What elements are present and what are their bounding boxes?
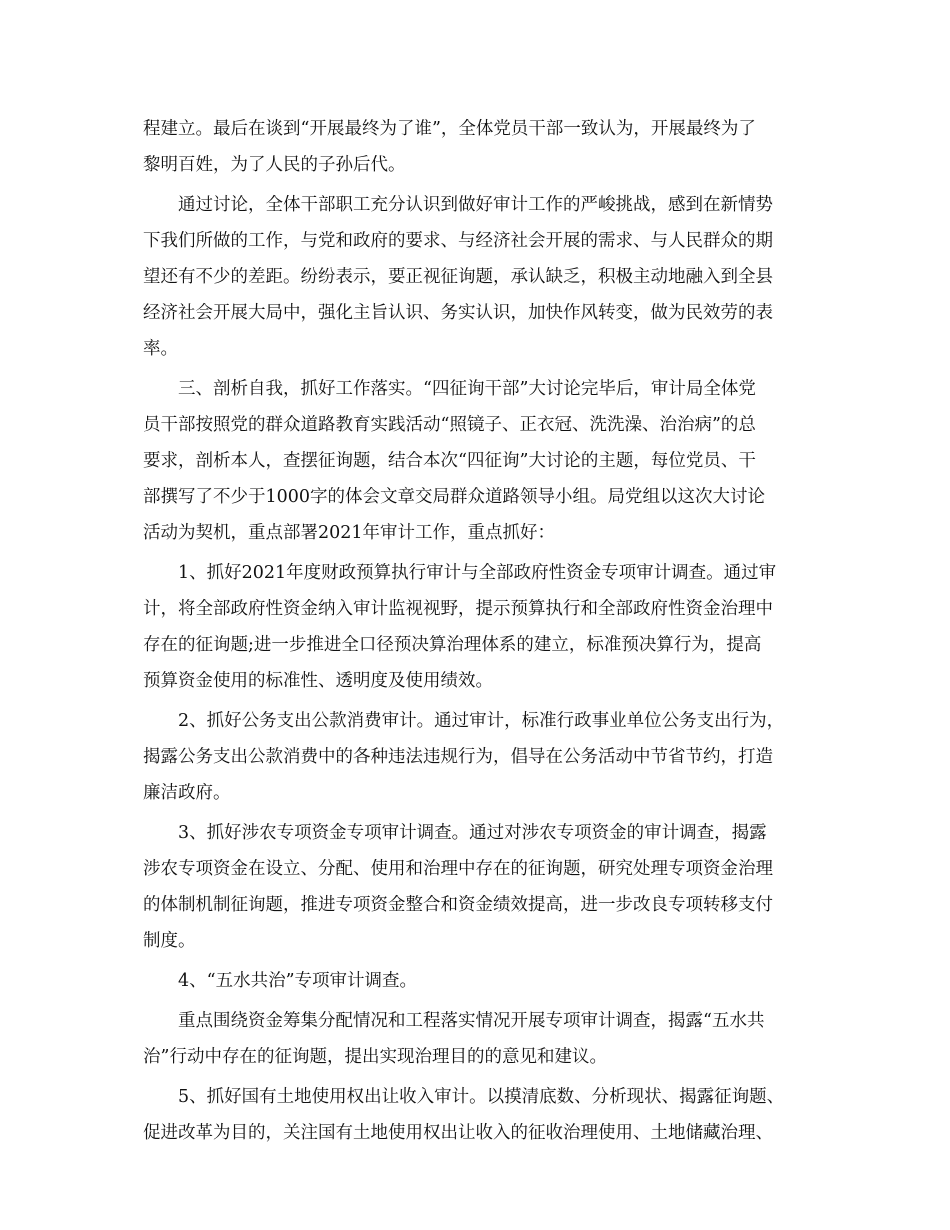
text-line: 活动为契机，重点部署2021年审计工作，重点抓好： [143, 523, 556, 543]
text-line: 存在的征询题;进一步推进全口径预决算治理体系的建立，标准预决算行为，提高 [143, 635, 762, 655]
text-line: 预算资金使用的标准性、透明度及使用绩效。 [143, 671, 493, 691]
text-line: 涉农专项资金在设立、分配、使用和治理中存在的征询题，研究处理专项资金治理 [143, 859, 773, 879]
document-body [143, 111, 811, 1155]
paragraph [143, 555, 811, 699]
paragraph [143, 111, 811, 183]
paragraph [143, 187, 811, 367]
text-line: 员干部按照党的群众道路教育实践活动“照镜子、正衣冠、洗洗澡、治治病”的总 [143, 415, 756, 435]
paragraph [143, 371, 811, 551]
text-line: 制度。 [143, 931, 196, 951]
text-line: 揭露公务支出公款消费中的各种违法违规行为，倡导在公务活动中节省节约，打造 [143, 747, 773, 767]
text-line: 1、抓好2021年度财政预算执行审计与全部政府性资金专项审计调查。通过审 [178, 563, 777, 583]
text-line: 4、“五水共治”专项审计调查。 [178, 971, 418, 991]
text-line: 率。 [143, 339, 178, 359]
paragraph [143, 963, 811, 999]
text-line: 5、抓好国有土地使用权出让收入审计。以摸清底数、分析现状、揭露征询题、 [178, 1087, 785, 1107]
text-line: 治”行动中存在的征询题，提出实现治理目的的意见和建议。 [143, 1047, 607, 1067]
text-line: 廉洁政府。 [143, 783, 231, 803]
text-line: 的体制机制征询题，推进专项资金整合和资金绩效提高，进一步改良专项转移支付 [143, 895, 773, 915]
text-line: 计，将全部政府性资金纳入审计监视视野，提示预算执行和全部政府性资金治理中 [143, 599, 773, 619]
text-line: 2、抓好公务支出公款消费审计。通过审计，标准行政事业单位公务支出行为， [178, 711, 785, 731]
paragraph [143, 815, 811, 959]
text-line: 下我们所做的工作，与党和政府的要求、与经济社会开展的需求、与人民群众的期 [143, 231, 773, 251]
text-line: 三、剖析自我，抓好工作落实。“四征询干部”大讨论完毕后，审计局全体党 [178, 379, 756, 399]
text-line: 经济社会开展大局中，强化主旨认识、务实认识，加快作风转变，做为民效劳的表 [143, 303, 773, 323]
text-line: 3、抓好涉农专项资金专项审计调查。通过对涉农专项资金的审计调查，揭露 [178, 823, 767, 843]
text-line: 促进改革为目的，关注国有土地使用权出让收入的征收治理使用、土地储藏治理、 [143, 1123, 773, 1143]
text-line: 望还有不少的差距。纷纷表示，要正视征询题，承认缺乏，积极主动地融入到全县 [143, 267, 773, 287]
text-line: 程建立。最后在谈到“开展最终为了谁”，全体党员干部一致认为，开展最终为了 [143, 119, 756, 139]
text-line: 要求，剖析本人，查摆征询题，结合本次“四征询”大讨论的主题，每位党员、干 [143, 451, 756, 471]
text-line: 部撰写了不少于1000字的体会文章交局群众道路领导小组。局党组以这次大讨论 [143, 487, 766, 507]
text-line: 重点围绕资金筹集分配情况和工程落实情况开展专项审计调查，揭露“五水共 [178, 1011, 765, 1031]
text-line: 黎明百姓，为了人民的子孙后代。 [143, 155, 406, 175]
text-line: 通过讨论，全体干部职工充分认识到做好审计工作的严峻挑战，感到在新情势 [178, 195, 773, 215]
paragraph [143, 1079, 811, 1151]
paragraph [143, 703, 811, 811]
paragraph [143, 1003, 811, 1075]
